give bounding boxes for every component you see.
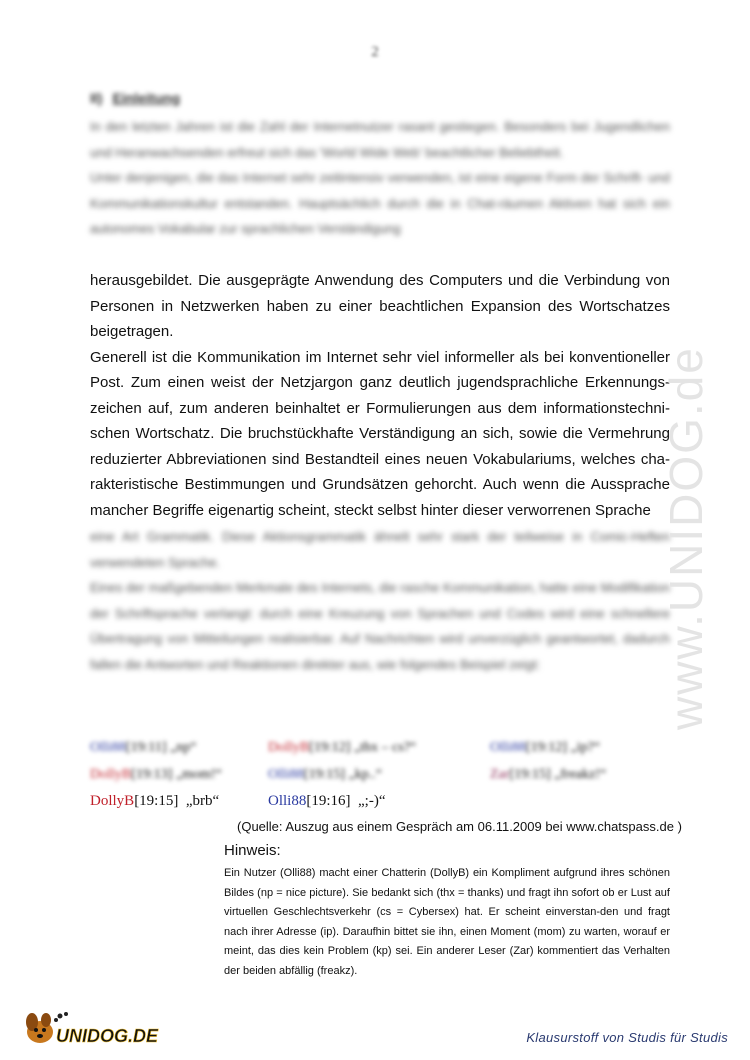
chat-nick: DollyB: [90, 767, 132, 782]
section-title: Einleitung: [112, 90, 181, 106]
chat-time: [19:13]: [131, 767, 173, 782]
chat-entry: [90, 767, 222, 783]
chat-time: [19:15]: [303, 767, 345, 782]
body-paragraph-2: Generell ist die Kommunikation im Internet sehr viel informeller als bei konventioneller Post. Zum einen weist der Netzjargon ganz deutlich jugendsprachliche Erkennungs-zeichen auf, zum anderen beinhaltet er Formulierungen aus dem informationstechni-schen Wortschatz. Die bruchstückhafte Verständigung an sich, sowie die Vermehrung reduzierter Abbreviationen sind Bestandteil eines neuen Vokabulariums, welches cha-rakteristische Bestimmungen und Grundsätzen gehorcht. Auch wenn die Aussprache mancher Begriffe eigenartig scheint, steckt selbst hinter dieser verworrenen Sprache: [90, 348, 670, 519]
section-number: II): [90, 90, 103, 106]
chat-time: [19:15]: [134, 793, 179, 809]
unidog-logo: [22, 1004, 172, 1048]
paw-icon: [54, 1012, 68, 1022]
blurred-outro-paragraph: Eines der maßgebenden Merkmale des Internets, die rasche Kommunikation, hatte eine Modifikation der Schriftsprache verlangt: durch eine Kreuzung von Sprachen und Codes wird eine schnellere Übertragung von Mitteilungen realisierbar. Auf Nachrichten wird unverzüglich geantwortet, dadurch fallen die Antworten und Reaktionen direkter aus, wie folgendes Beispiel zeigt:: [90, 580, 670, 672]
blurred-outro: [90, 524, 670, 677]
page-number: 2: [371, 44, 379, 60]
chat-nick: DollyB: [90, 793, 135, 809]
chat-time: [19:12]: [309, 740, 351, 755]
chat-entry: [268, 793, 386, 810]
logo-text: UNIDOG.DE: [56, 1026, 159, 1046]
chat-entry: [490, 767, 606, 783]
chat-nick: Olli88: [490, 740, 526, 755]
chat-entry: [490, 740, 600, 756]
chat-message: „freakz!“: [554, 767, 607, 782]
footer-tagline: Klausurstoff von Studis für Studis: [526, 1030, 728, 1045]
chat-message: „kp..“: [348, 767, 382, 782]
chat-message: „brb“: [185, 793, 220, 809]
watermark: [640, 150, 730, 750]
chat-message: „thx – cs?“: [353, 740, 417, 755]
chat-entry: [268, 767, 382, 783]
blurred-intro-paragraph: Unter denjenigen, die das Internet sehr zeitintensiv verwenden, ist eine eigene Form der Schrift- und Kommunikationskultur entstanden. Hauptsächlich durch die in Chat-räumen Aktiven hat sich ein autonomes Vokabular zur sprachlichen Verständigung: [90, 170, 670, 236]
chat-message: „ip?“: [570, 740, 601, 755]
chat-time: [19:16]: [306, 793, 351, 809]
chat-nick: Zar: [490, 767, 510, 782]
hinweis-text: Ein Nutzer (Olli88) macht einer Chatterin (DollyB) ein Kompliment aufgrund ihres schönen Bildes (np = nice picture). Sie bedankt sich (thx = thanks) und fragt ihn sofort ob er Lust auf virtuellen Geschlechtsverkehr (cs = Cybersex) hat. Er scheint einverstan-den und fragt nach ihrer Adresse (ip). Daraufhin bittet sie ihn, einen Moment (mom) zu warten, worauf er meint, das dies kein Problem (kp) sei. Ein anderer Leser (Zar) kommentiert das Verhalten der beiden abfällig (freakz).: [224, 867, 670, 977]
blurred-outro-paragraph: eine Art Grammatik. Diese Aktionsgrammatik ähnelt sehr stark der teilweise in Comic-Heften verwendeten Sprache.: [90, 529, 670, 570]
blurred-intro-paragraph: In den letzten Jahren ist die Zahl der Internetnutzer rasant gestiegen. Besonders bei Jugendlichen und Heranwachsenden erfreut sich das 'World Wide Web' beachtlicher Beliebtheit.: [90, 119, 670, 160]
chat-entry: [90, 793, 219, 810]
body-text: [90, 268, 670, 523]
chat-message: „np“: [169, 740, 197, 755]
chat-nick: Olli88: [90, 740, 126, 755]
chat-time: [19:11]: [125, 740, 167, 755]
chat-nick: Olli88: [268, 767, 304, 782]
chat-entry: [268, 740, 416, 756]
dog-icon: [26, 1013, 53, 1043]
source-citation: (Quelle: Auszug aus einem Gespräch am 06.11.2009 bei www.chatspass.de ): [237, 819, 682, 834]
blurred-intro: [90, 114, 670, 242]
chat-message: „;-)“: [358, 793, 386, 809]
hinweis-title: Hinweis:: [224, 842, 281, 859]
chat-nick: DollyB: [268, 740, 310, 755]
chat-nick: Olli88: [268, 793, 307, 809]
chat-time: [19:15]: [509, 767, 551, 782]
chat-time: [19:12]: [525, 740, 567, 755]
chat-entry: [90, 740, 196, 756]
body-paragraph-1: herausgebildet. Die ausgeprägte Anwendung des Computers und die Verbindung von Personen in Netzwerken haben zu einer beachtlichen Expansion des Wortschatzes beigetragen.: [90, 272, 670, 340]
section-heading: [90, 90, 180, 106]
watermark-text: www.UNIDOG.de: [660, 346, 712, 730]
chat-message: „mom!“: [175, 767, 222, 782]
